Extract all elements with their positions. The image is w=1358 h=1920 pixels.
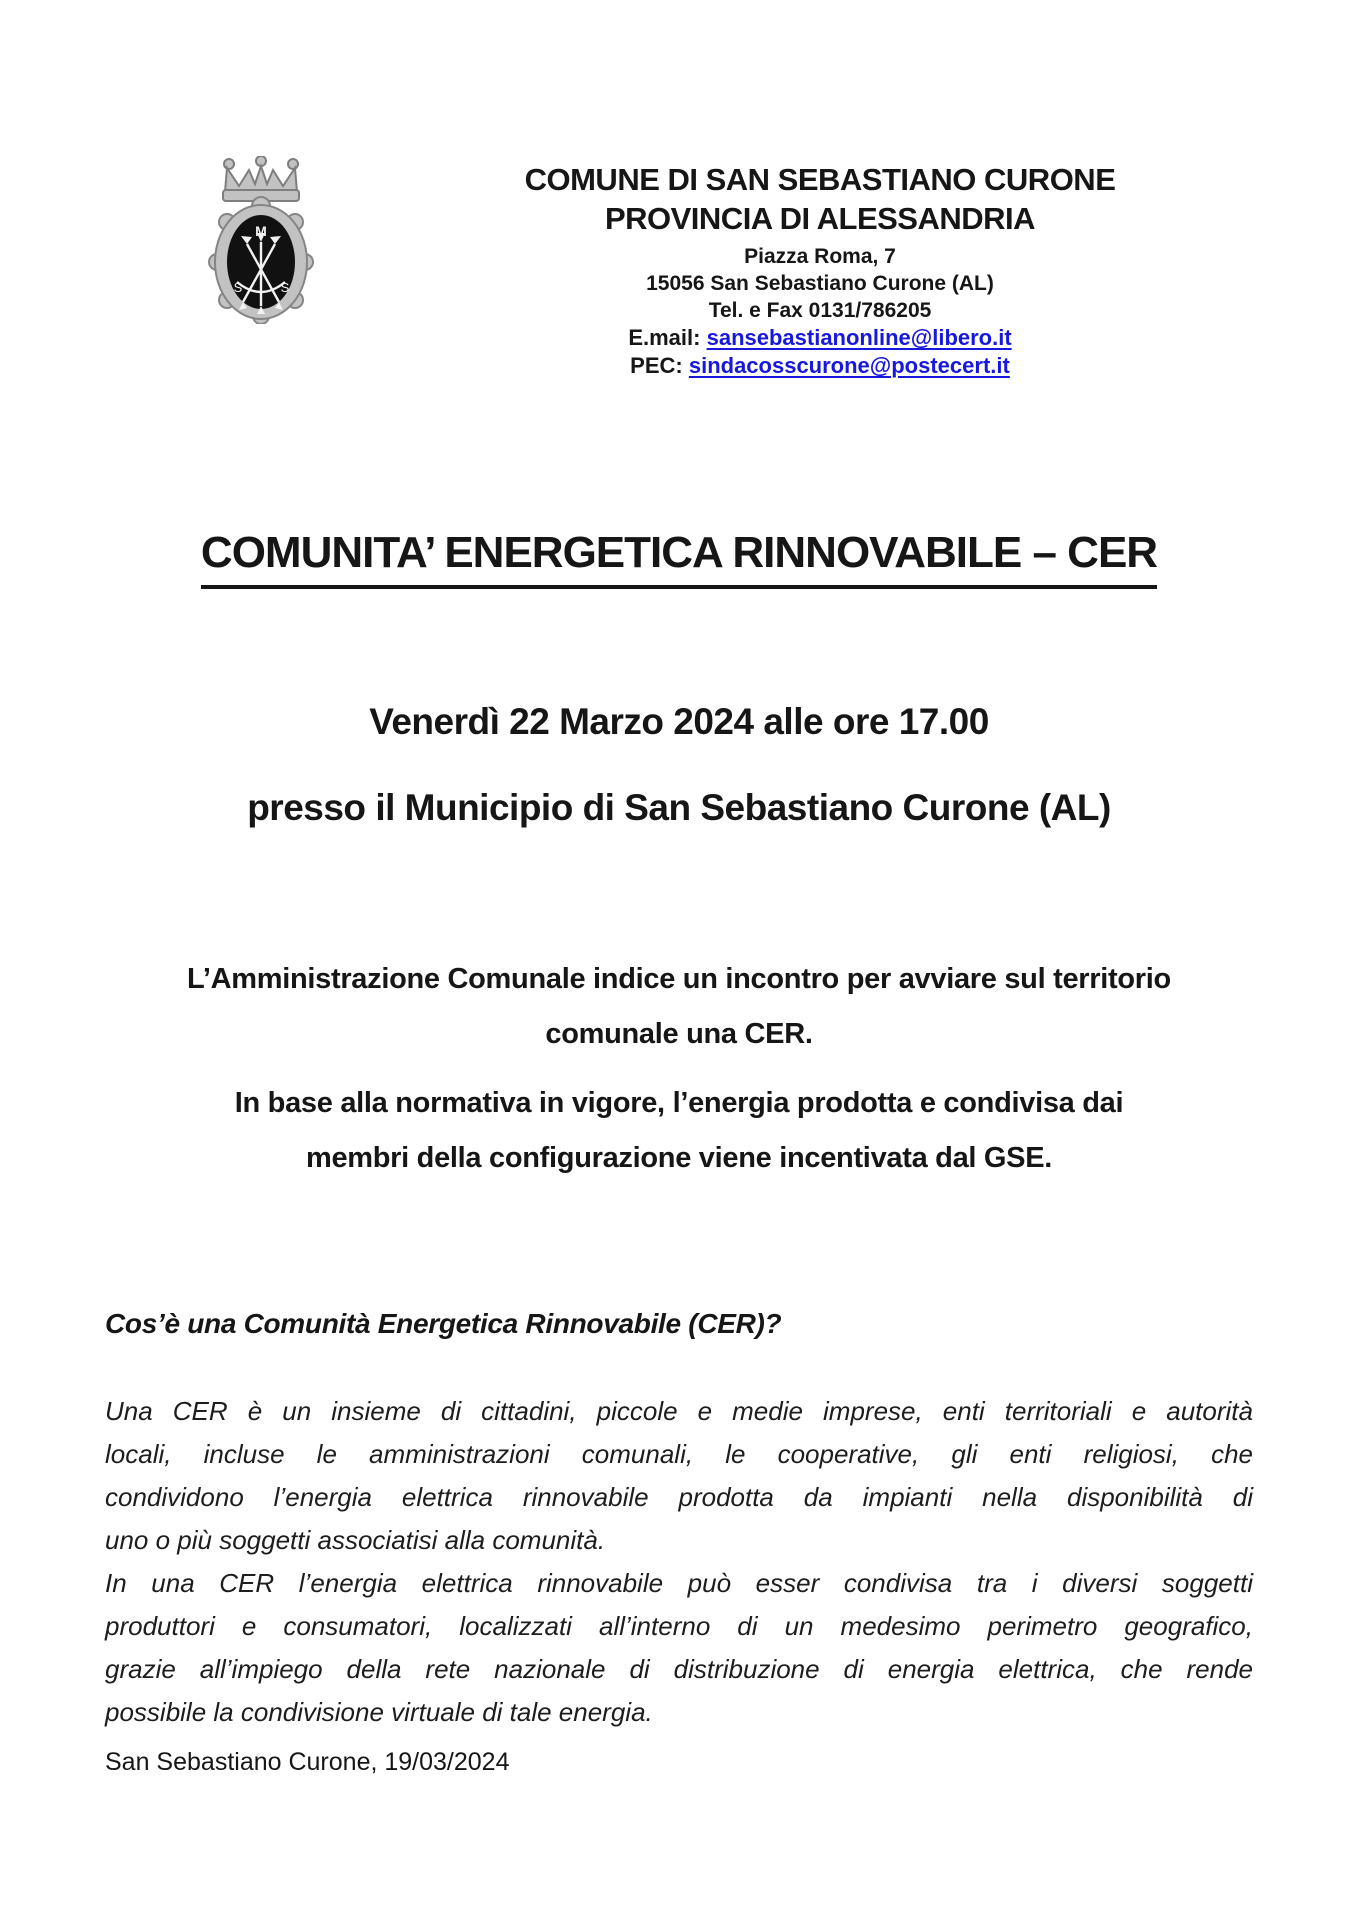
announcement-line: In base alla normativa in vigore, l’energia prodotta e condivisa dai (234, 1087, 1124, 1119)
announcement-paragraph-1 (105, 952, 1253, 1062)
shield-letter-s-left: S (233, 280, 243, 295)
pec-line (400, 352, 1240, 380)
place-date-signature: San Sebastiano Curone, 19/03/2024 (105, 1748, 510, 1776)
faq-answer (105, 1390, 1253, 1734)
pec-label: PEC: (630, 353, 683, 378)
answer-line: produttori e consumatori, localizzati all’interno di un medesimo perimetro geografico, (105, 1611, 1253, 1641)
letterhead (400, 160, 1240, 380)
pec-link[interactable]: sindacosscurone@postecert.it (688, 353, 1010, 378)
announcement-paragraph-2 (105, 1076, 1253, 1186)
shield-letter-m: M (255, 223, 267, 239)
province-name: PROVINCIA DI ALESSANDRIA (604, 201, 1036, 236)
shield-letter-s-right: S (280, 280, 290, 295)
event-location: presso il Municipio di San Sebastiano Curone (AL) (247, 787, 1111, 828)
answer-line: possibile la condivisione virtuale di tale energia. (105, 1697, 653, 1727)
answer-line: locali, incluse le amministrazioni comunali, le cooperative, gli enti religiosi, che (105, 1439, 1253, 1469)
answer-line: Una CER è un insieme di cittadini, piccole e medie imprese, enti territoriali e autorità (105, 1396, 1253, 1426)
answer-line: grazie all’impiego della rete nazionale di distribuzione di energia elettrica, che rende (105, 1654, 1253, 1684)
announcement-line: L’Amministrazione Comunale indice un incontro per avviare sul territorio (187, 963, 1171, 995)
email-line (400, 324, 1240, 352)
email-label: E.mail: (628, 325, 701, 350)
municipality-name: COMUNE DI SAN SEBASTIANO CURONE (524, 162, 1116, 197)
answer-line: In una CER l’energia elettrica rinnovabile può esser condivisa tra i diversi soggetti (105, 1568, 1253, 1598)
event-datetime: Venerdì 22 Marzo 2024 alle ore 17.00 (369, 701, 989, 742)
answer-line: condividono l’energia elettrica rinnovabile prodotta da impianti nella disponibilità di (105, 1482, 1253, 1512)
event-block (0, 700, 1358, 829)
announcement-line: membri della configurazione viene incentivata dal GSE. (305, 1142, 1053, 1174)
phone-fax: Tel. e Fax 0131/786205 (708, 299, 932, 322)
faq-question: Cos’è una Comunità Energetica Rinnovabile (CER)? (105, 1308, 782, 1339)
answer-line: uno o più soggetti associatisi alla comunità. (105, 1525, 606, 1555)
document-title-text: COMUNITA’ ENERGETICA RINNOVABILE – CER (201, 528, 1157, 589)
announcement-line: comunale una CER. (545, 1018, 813, 1050)
municipal-coat-of-arms-icon (205, 156, 317, 324)
announcement-block (105, 952, 1253, 1186)
email-link[interactable]: sansebastianonline@libero.it (706, 325, 1012, 350)
document-title (0, 528, 1358, 589)
address-street: Piazza Roma, 7 (744, 245, 896, 268)
address-city: 15056 San Sebastiano Curone (AL) (646, 272, 994, 295)
